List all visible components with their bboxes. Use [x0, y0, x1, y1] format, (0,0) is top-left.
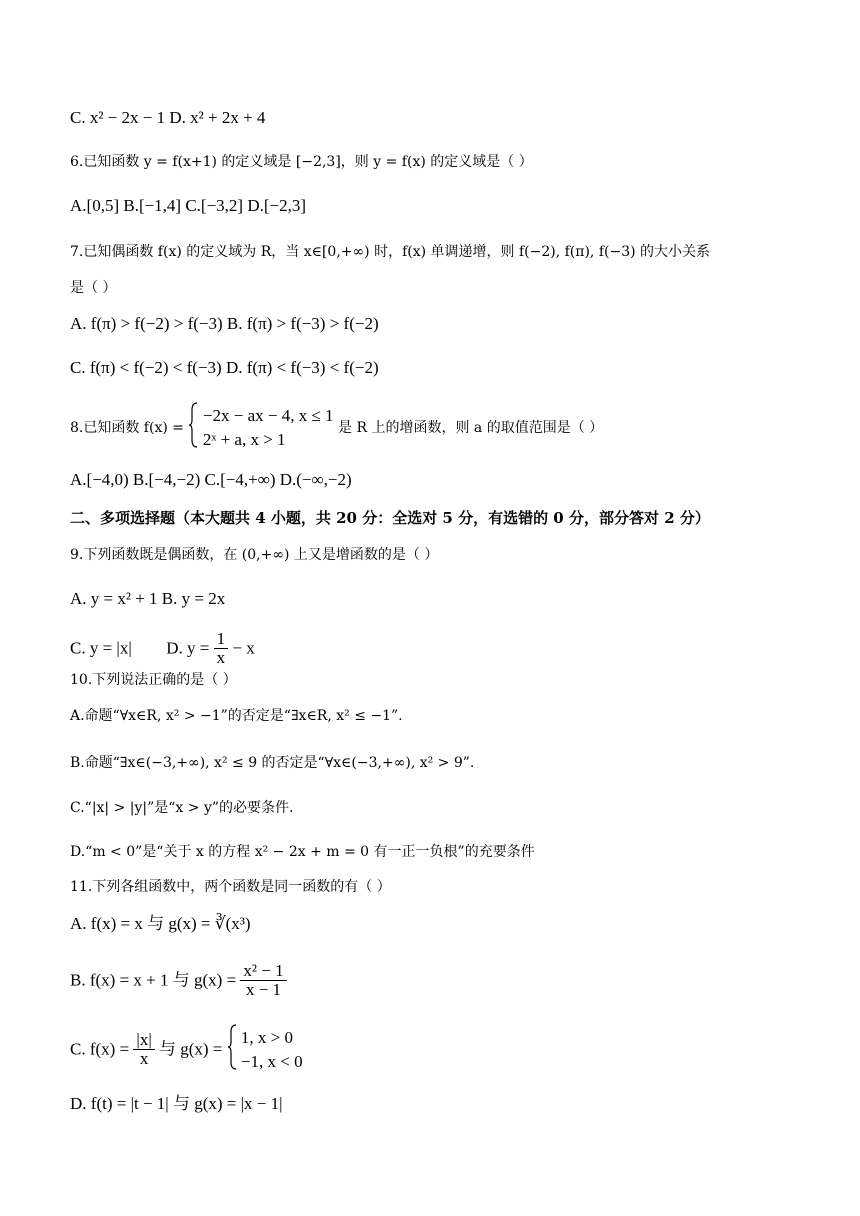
question-8-prefix: 8.已知函数 f(x) =	[70, 420, 184, 436]
fraction-numerator: |x|	[133, 1031, 154, 1050]
fraction-numerator: 1	[214, 630, 229, 649]
fraction-numerator: x² − 1	[240, 962, 286, 981]
question-8	[70, 402, 603, 448]
piecewise-cases	[203, 404, 334, 452]
q11b-prefix: B. f(x) = x + 1 与 g(x) =	[70, 970, 237, 990]
q11c-fraction	[133, 1031, 154, 1068]
question-8-options: A.[−4,0) B.[−4,−2) C.[−4,+∞) D.(−∞,−2)	[70, 470, 352, 489]
piecewise-brace	[188, 402, 198, 454]
question-9: 9.下列函数既是偶函数，在 (0,+∞) 上又是增函数的是（ ）	[70, 547, 439, 563]
piecewise-case-1: −2x − ax − 4, x ≤ 1	[202, 406, 334, 425]
question-11-option-c	[70, 1024, 303, 1070]
question-7: 7.已知偶函数 f(x) 的定义域为 R，当 x∈[0,+∞) 时，f(x) 单调递增，则 f(−2), f(π), f(−3) 的大小关系	[70, 244, 711, 260]
q11c-prefix: C. f(x) =	[70, 1039, 130, 1059]
piecewise-case-2: −1, x < 0	[240, 1051, 303, 1071]
question-10-option-b: B.命题“∃x∈(−3,+∞), x² ≤ 9 的否定是“∀x∈(−3,+∞), x² > 9”.	[70, 755, 475, 771]
section-2-heading: 二、多项选择题（本大题共 4 小题，共 20 分：全选对 5 分，有选错的 0 分，部分答对 2 分）	[70, 509, 710, 527]
piecewise-brace	[227, 1024, 237, 1075]
fraction-denominator: x − 1	[245, 980, 282, 999]
question-11-option-d: D. f(t) = |t − 1| 与 g(x) = |x − 1|	[70, 1094, 283, 1113]
piecewise-cases	[241, 1026, 303, 1074]
q9-option-d-prefix: D. y =	[166, 638, 210, 658]
question-7-options-ab: A. f(π) > f(−2) > f(−3) B. f(π) > f(−3) > f(−2)	[70, 314, 379, 333]
question-11-option-a: A. f(x) = x 与 g(x) = ∛(x³)	[70, 914, 251, 933]
question-10-option-d: D.“m < 0”是“关于 x 的方程 x² − 2x + m = 0 有一正一负根”的充要条件	[70, 844, 535, 860]
question-10-option-a: A.命题“∀x∈R, x² > −1”的否定是“∃x∈R, x² ≤ −1”.	[70, 708, 403, 724]
question-10-option-c: C.“|x| > |y|”是“x > y”的必要条件.	[70, 800, 294, 816]
piecewise-case-1: 1, x > 0	[240, 1027, 293, 1047]
q9-option-c: C. y = |x|	[70, 638, 132, 658]
question-6-options: A.[0,5] B.[−1,4] C.[−3,2] D.[−2,3]	[70, 196, 307, 215]
fraction-denominator: x	[139, 1049, 149, 1068]
question-8-suffix: 是 R 上的增函数，则 a 的取值范围是（ ）	[338, 420, 604, 436]
question-11: 11.下列各组函数中，两个函数是同一函数的有（ ）	[70, 879, 391, 895]
question-10: 10.下列说法正确的是（ ）	[70, 672, 237, 688]
question-6: 6.已知函数 y = f(x+1) 的定义域是 [−2,3]，则 y = f(x) 的定义域是（ ）	[70, 154, 533, 170]
question-9-options-ab: A. y = x² + 1 B. y = 2x	[70, 589, 226, 608]
q11c-middle: 与 g(x) =	[158, 1039, 223, 1059]
question-7-options-cd: C. f(π) < f(−2) < f(−3) D. f(π) < f(−3) < f(−2)	[70, 358, 379, 377]
q5-options-cd: C. x² − 2x − 1 D. x² + 2x + 4	[70, 108, 266, 127]
question-11-option-b	[70, 962, 287, 1002]
q9-option-d-suffix: − x	[232, 638, 255, 658]
fraction-denominator: x	[216, 648, 226, 667]
question-7-cont: 是（ ）	[70, 280, 117, 296]
q11b-fraction	[240, 962, 286, 999]
q9-option-d-fraction	[214, 630, 229, 667]
question-9-options-cd	[70, 630, 255, 670]
piecewise-case-2: 2ˣ + a, x > 1	[202, 430, 286, 449]
